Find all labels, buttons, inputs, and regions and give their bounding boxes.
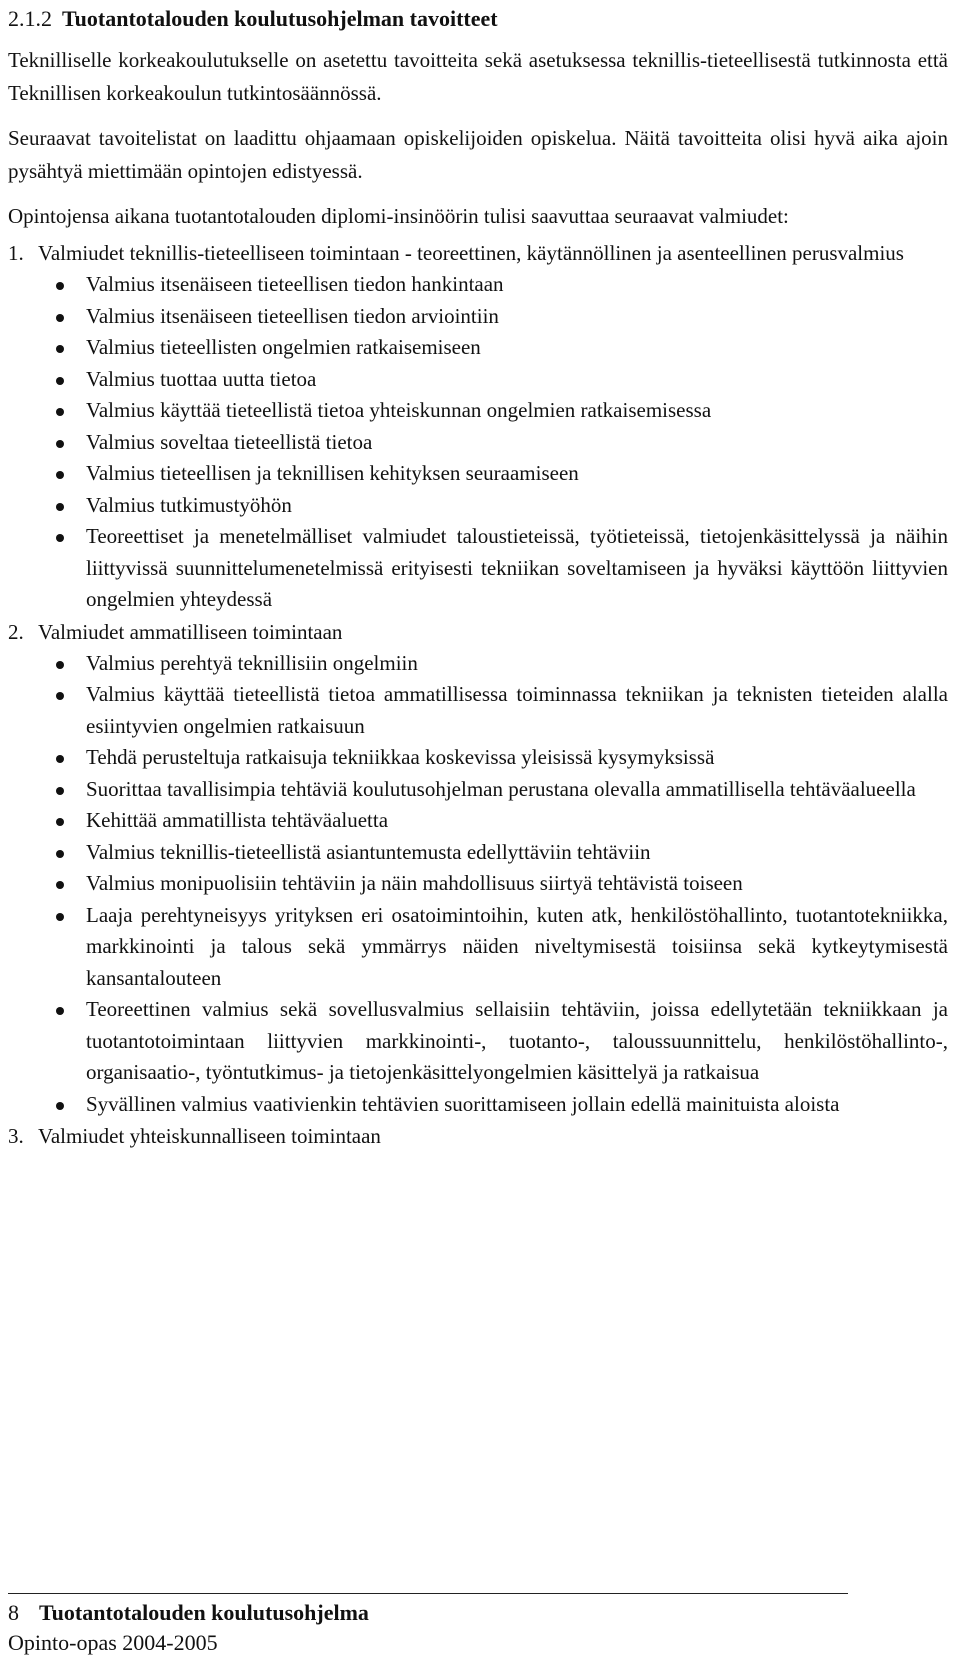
section-number: 3. — [8, 1124, 24, 1149]
bullet-item: Valmius tieteellisten ongelmien ratkaisemiseen — [86, 332, 948, 364]
page-number: 8 — [8, 1600, 19, 1625]
footer-title: Tuotantotalouden koulutusohjelma — [39, 1600, 369, 1625]
objective-section — [8, 237, 948, 616]
heading-number: 2.1.2 — [8, 6, 52, 31]
bullet-item: Valmius käyttää tieteellistä tietoa ammatillisessa toiminnassa tekniikan ja teknisten tieteiden alalla esiintyvien ongelmien ratkaisuun — [86, 679, 948, 742]
heading-title: Tuotantotalouden koulutusohjelman tavoitteet — [62, 6, 498, 31]
section-title: Valmiudet ammatilliseen toimintaan — [38, 619, 343, 644]
bullet-item: Valmius itsenäiseen tieteellisen tiedon arviointiin — [86, 301, 948, 333]
bullet-item: Syvällinen valmius vaativienkin tehtävien suorittamiseen jollain edellä mainituista aloista — [86, 1089, 948, 1121]
document-page — [8, 0, 948, 1152]
bullet-item: Valmius käyttää tieteellistä tietoa yhteiskunnan ongelmien ratkaisemisessa — [86, 395, 948, 427]
section-title: Valmiudet teknillis-tieteelliseen toimintaan - teoreettinen, käytännöllinen ja asenteellinen perusvalmius — [38, 241, 904, 266]
footer-title-line — [8, 1598, 878, 1628]
bullet-item: Valmius tieteellisen ja teknillisen kehityksen seuraamiseen — [86, 458, 948, 490]
section-number: 1. — [8, 241, 24, 266]
objective-section — [8, 1120, 948, 1152]
bullet-item: Valmius tutkimustyöhön — [86, 490, 948, 522]
bullet-item: Teoreettinen valmius sekä sovellusvalmius sellaisiin tehtäviin, joissa edellytetään tekniikkaan ja tuotantotoimintaan liittyvien markkinointi-, tuotanto-, taloussuunnittelu, henkilöstöhallinto-, organisaatio-, työntutkimus- ja tietojenkäsittelyongelmien käsittelyä ja ratkaisua — [86, 994, 948, 1089]
bullet-item: Kehittää ammatillista tehtäväaluetta — [86, 805, 948, 837]
bullet-item: Valmius tuottaa uutta tietoa — [86, 364, 948, 396]
bullet-item: Teoreettiset ja menetelmälliset valmiudet taloustieteissä, työtieteissä, tietojenkäsittelyssä ja näihin liittyvissä suunnittelumenetelmissä erityisesti tekniikan soveltamiseen ja hyväksi käyttöön liittyvien ongelmien yhteydessä — [86, 521, 948, 616]
intro-paragraph: Seuraavat tavoitelistat on laadittu ohjaamaan opiskelijoiden opiskelua. Näitä tavoitteita olisi hyvä aika ajoin pysähtyä miettimään opintojen edistyessä. — [8, 126, 948, 184]
footer-divider — [8, 1593, 848, 1594]
bullet-item: Valmius perehtyä teknillisiin ongelmiin — [86, 648, 948, 680]
section-title: Valmiudet yhteiskunnalliseen toimintaan — [38, 1124, 381, 1149]
bullet-item: Valmius monipuolisiin tehtäviin ja näin mahdollisuus siirtyä tehtävistä toiseen — [86, 868, 948, 900]
bullet-list — [8, 269, 948, 616]
objectives-list — [8, 237, 948, 1152]
bullet-item: Laaja perehtyneisyys yrityksen eri osatoimintoihin, kuten atk, henkilöstöhallinto, tuotantotekniikka, markkinointi ja talous sekä ymmärrys näiden niveltymisestä toisiinsa sekä kytkeytymisestä kansantalouteen — [86, 900, 948, 995]
bullet-item: Valmius soveltaa tieteellistä tietoa — [86, 427, 948, 459]
bullet-item: Tehdä perusteltuja ratkaisuja tekniikkaa koskevissa yleisissä kysymyksissä — [86, 742, 948, 774]
footer-subtitle: Opinto-opas 2004-2005 — [8, 1630, 218, 1655]
objective-section — [8, 616, 948, 1121]
intro-paragraph: Teknilliselle korkeakoulutukselle on asetettu tavoitteita sekä asetuksessa teknillis-tieteellisestä tutkinnosta että Teknillisen korkeakoulun tutkintosäännössä. — [8, 48, 948, 106]
intro-paragraph: Opintojensa aikana tuotantotalouden diplomi-insinöörin tulisi saavuttaa seuraavat valmiudet: — [8, 204, 789, 229]
page-footer — [8, 1593, 878, 1658]
section-number: 2. — [8, 619, 24, 644]
bullet-item: Valmius teknillis-tieteellistä asiantuntemusta edellyttäviin tehtäviin — [86, 837, 948, 869]
bullet-item: Valmius itsenäiseen tieteellisen tiedon hankintaan — [86, 269, 948, 301]
bullet-item: Suorittaa tavallisimpia tehtäviä koulutusohjelman perustana olevalla ammatillisella tehtäväalueella — [86, 774, 948, 806]
bullet-list — [8, 648, 948, 1121]
section-heading — [8, 6, 948, 32]
